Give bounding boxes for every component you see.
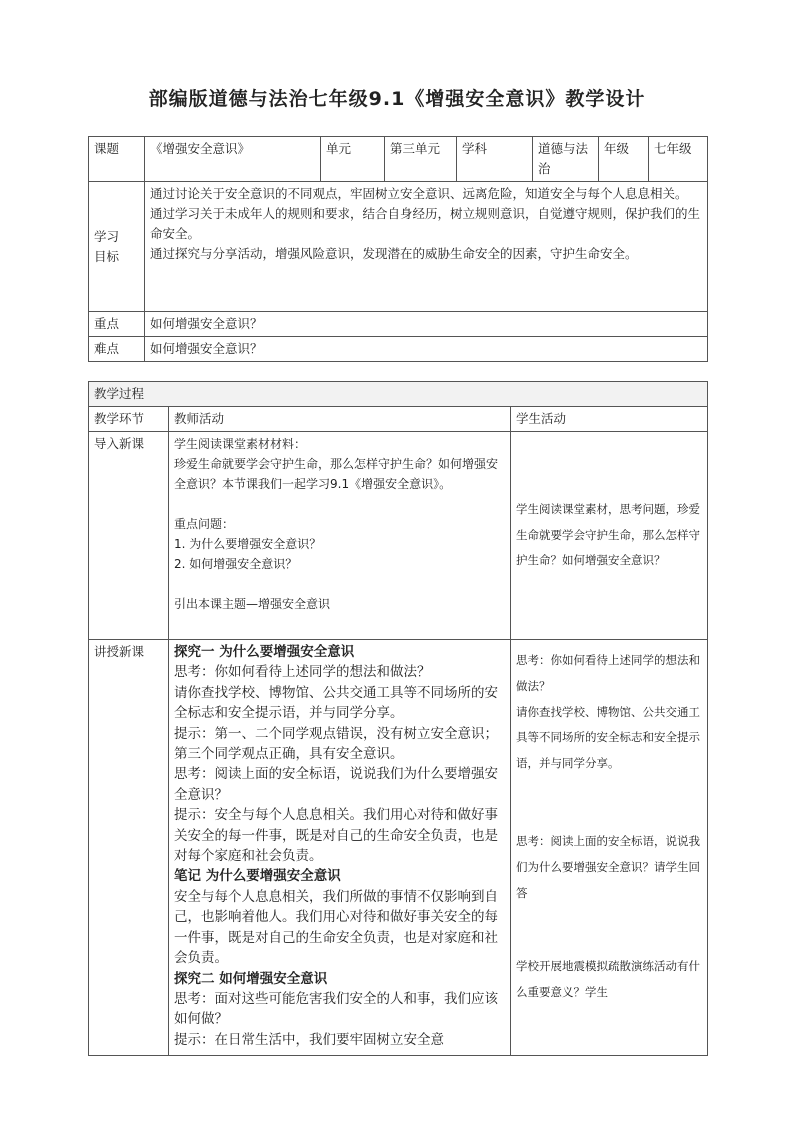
col-student-header: 学生活动 <box>511 407 708 432</box>
info-row-key <box>89 312 708 337</box>
intro-teacher: 学生阅读课堂素材材料： 珍爱生命就要学会守护生命，那么怎样守护生命？如何增强安全意识？本节课我们一起学习9.1《增强安全意识》。 重点问题： 1. 为什么要增强安全意识？ 2. 如何增强安全意识？ 引出本课主题—增强安全意识 <box>169 432 511 640</box>
info-row-goals <box>89 182 708 312</box>
key-label: 重点 <box>89 312 145 337</box>
intro-student: 学生阅读课堂素材，思考问题，珍爱生命就要学会守护生命，那么怎样守护生命？如何增强安全意识？ <box>511 432 708 640</box>
topic-label: 课题 <box>89 137 145 182</box>
lecture-stage: 讲授新课 <box>89 640 169 1056</box>
lecture-row <box>89 640 708 1056</box>
unit-value: 第三单元 <box>385 137 457 182</box>
subject-value: 道德与法治 <box>533 137 599 182</box>
process-header: 教学过程 <box>89 382 708 407</box>
difficulty-value: 如何增强安全意识？ <box>145 337 708 362</box>
goals-content <box>145 182 708 312</box>
document-title: 部编版道德与法治七年级9.1《增强安全意识》教学设计 <box>148 88 646 110</box>
lecture-student: 思考：你如何看待上述同学的想法和做法？ 请你查找学校、博物馆、公共交通工具等不同场所的安全标志和安全提示语，并与同学分享。 思考：阅读上面的安全标语，说说我们为什么要增强安全意识？请学生回答 学校开展地震模拟疏散演练活动有什么重要意义？学生 <box>511 640 708 1056</box>
topic-value: 《增强安全意识》 <box>145 137 321 182</box>
col-stage-header: 教学环节 <box>89 407 169 432</box>
info-row-topic <box>89 137 708 182</box>
subject-label: 学科 <box>457 137 533 182</box>
process-header-row <box>89 382 708 407</box>
goal-item: 通过学习关于未成年人的规则和要求，结合自身经历，树立规则意识，自觉遵守规则，保护我们的生命安全。 <box>150 206 701 241</box>
difficulty-label: 难点 <box>89 337 145 362</box>
grade-label: 年级 <box>599 137 649 182</box>
intro-row <box>89 432 708 640</box>
teaching-process-table <box>88 381 708 1056</box>
goal-item: 通过探究与分享活动，增强风险意识，发现潜在的威胁生命安全的因素，守护生命安全。 <box>150 246 638 261</box>
info-row-difficulty <box>89 337 708 362</box>
intro-stage: 导入新课 <box>89 432 169 640</box>
col-teacher-header: 教师活动 <box>169 407 511 432</box>
lesson-info-table <box>88 136 708 362</box>
process-columns-row <box>89 407 708 432</box>
goal-item: 通过讨论关于安全意识的不同观点，牢固树立安全意识、远离危险，知道安全与每个人息息相关。 <box>150 186 688 201</box>
lecture-teacher: 探究一 为什么要增强安全意识 思考：你如何看待上述同学的想法和做法？ 请你查找学校、博物馆、公共交通工具等不同场所的安全标志和安全提示语，并与同学分享。 提示：第一、二个同学观点错误，没有树立安全意识；第三个同学观点正确，具有安全意识。 思考：阅读上面的安全标语，说说我们为什么要增强安全意识？ 提示：安全与每个人息息相关。我们用心对待和做好事关安全的每一件事，既是对自己的生命安全负责，也是对每个家庭和社会负责。 笔记 为什么要增强安全意识 安全与每个人息息相关，我们所做的事情不仅影响到自己，也影响着他人。我们用心对待和做好事关安全的每一件事，既是对自己的生命安全负责，也是对家庭和社会负责。 探究二 如何增强安全意识 思考：面对这些可能危害我们安全的人和事，我们应该如何做？ 提示：在日常生活中，我们要牢固树立安全意 <box>169 640 511 1056</box>
grade-value: 七年级 <box>649 137 708 182</box>
unit-label: 单元 <box>321 137 385 182</box>
key-value: 如何增强安全意识？ <box>145 312 708 337</box>
goals-label: 学习 目标 <box>89 182 145 312</box>
